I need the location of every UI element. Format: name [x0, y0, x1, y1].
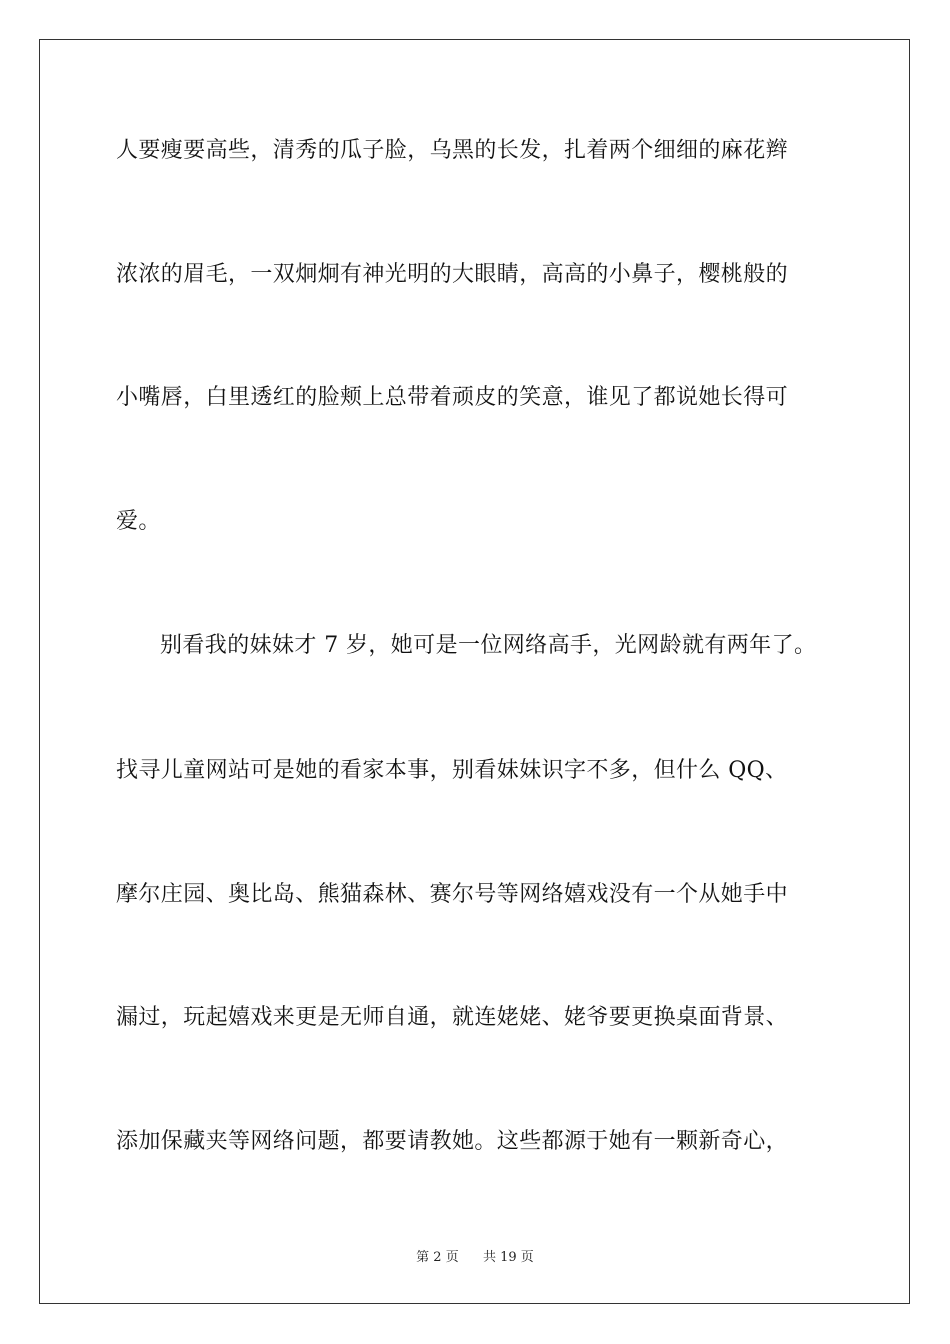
- page-total: 共 19 页: [483, 1250, 534, 1265]
- page-number: 第 2 页: [416, 1250, 459, 1265]
- text-line-2: 浓浓的眉毛，一双炯炯有神光明的大眼睛，高高的小鼻子，樱桃般的: [116, 262, 789, 287]
- text-line-9: 添加保藏夹等网络问题，都要请教她。这些都源于她有一颗新奇心，: [116, 1129, 789, 1154]
- text-line-4: 爱。: [116, 509, 161, 534]
- text-line-8: 漏过，玩起嬉戏来更是无师自通，就连姥姥、姥爷要更换桌面背景、: [116, 1005, 789, 1030]
- text-line-6: 找寻儿童网站可是她的看家本事，别看妹妹识字不多，但什么 QQ、: [116, 758, 788, 783]
- text-line-1: 人要瘦要高些，清秀的瓜子脸，乌黑的长发，扎着两个细细的麻花辫: [116, 138, 789, 163]
- page-border: [39, 39, 910, 1304]
- text-line-7: 摩尔庄园、奥比岛、熊猫森林、赛尔号等网络嬉戏没有一个从她手中: [116, 882, 789, 907]
- page-footer: [0, 1249, 950, 1267]
- text-line-3: 小嘴唇，白里透红的脸颊上总带着顽皮的笑意，谁见了都说她长得可: [116, 385, 789, 410]
- text-line-5: 别看我的妹妹才 7 岁，她可是一位网络高手，光网龄就有两年了。: [160, 633, 817, 658]
